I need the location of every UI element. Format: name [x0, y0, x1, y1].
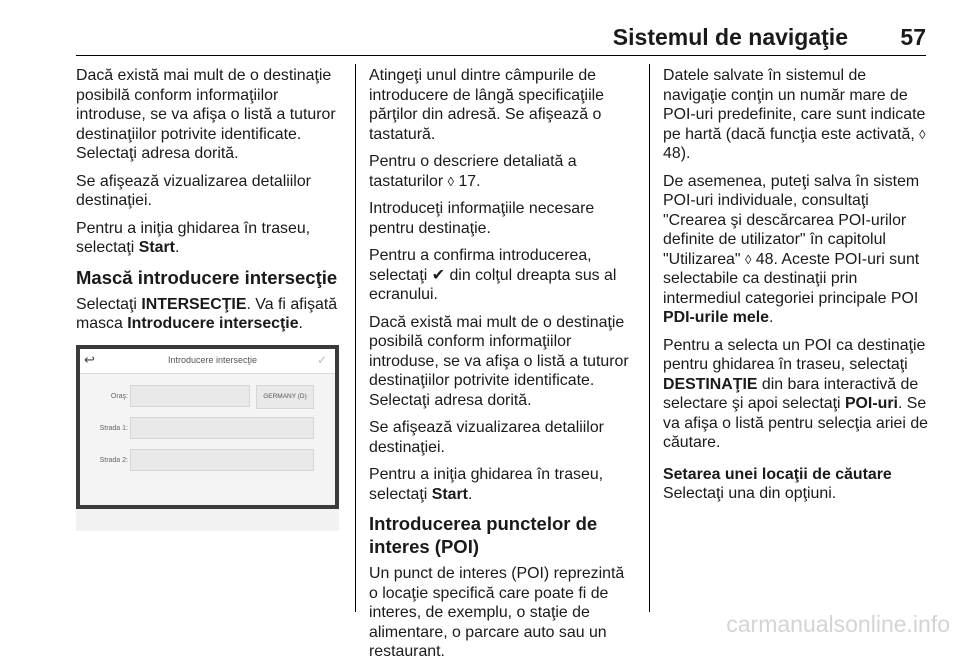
street2-field — [130, 449, 314, 471]
paragraph: Atingeţi unul dintre câmpurile de introducere de lângă specificaţiile părţilor din adresă. Se afişează o tastatură. — [369, 67, 604, 143]
paragraph: Selectaţi una din opţiuni. — [663, 485, 837, 502]
city-field — [130, 385, 250, 407]
checkmark-icon: ✔ — [431, 266, 446, 284]
column-2 — [369, 66, 637, 670]
paragraph: Pentru o descriere detaliată a tastaturilor ◊ 17. — [369, 153, 577, 190]
screenshot-figure — [76, 345, 339, 531]
ref-arrow-icon: ◊ — [919, 126, 926, 142]
screen-title-bar — [80, 349, 335, 374]
subsection-heading: Setarea unei locaţii de căutare — [663, 465, 892, 483]
header-rule — [76, 55, 926, 56]
page-number: 57 — [900, 24, 926, 50]
paragraph: Pentru a iniţia ghidarea în traseu, selectaţi Start. — [76, 219, 311, 256]
paragraph: Selectaţi INTERSECŢIE. Va fi afişată masca Introducere intersecţie. — [76, 295, 338, 332]
section-heading: Mască introducere intersecţie — [76, 266, 338, 288]
display-bezel — [76, 345, 339, 509]
paragraph: Dacă există mai mult de o destinaţie posibilă conform informaţiilor introduse, se va afişa o listă a tuturor destinaţiilor potrivite identificate. Selectaţi adresa dorită. — [76, 67, 336, 162]
screen-title: Introducere intersecţie — [168, 355, 258, 365]
paragraph: Se afişează vizualizarea detaliilor destinaţiei. — [76, 172, 311, 209]
paragraph: Pentru a confirma introducerea, selectaţi ✔ din colţul dreapta sus al ecranului. — [369, 247, 617, 303]
paragraph: Datele salvate în sistemul de navigaţie conţin un număr mare de POI-uri predefinite, care sunt indicate pe hartă (dacă funcţia este activată, ◊ 48). — [663, 67, 926, 162]
ref-arrow-icon: ◊ — [744, 251, 752, 267]
back-icon: ↩ — [84, 352, 95, 367]
street2-label: Strada 2: — [99, 457, 128, 464]
watermark: carmanualsonline.info — [726, 611, 950, 637]
street1-label: Strada 1: — [99, 425, 128, 432]
column-divider-2 — [649, 64, 650, 612]
paragraph: De asemenea, puteţi salva în sistem POI-uri individuale, consultaţi "Crearea şi descărcarea POI-urilor definite de utilizator" în capitolul "Utilizarea" ◊ 48. Aceste POI-uri sunt selectabile ca destinaţii prin intermediul categoriei principale POI PDI-urile mele. — [663, 172, 920, 326]
paragraph: Pentru a iniţia ghidarea în traseu, selectaţi Start. — [369, 466, 604, 503]
column-3 — [663, 66, 933, 512]
paragraph: Pentru a selecta un POI ca destinaţie pentru ghidarea în traseu, selectaţi DESTINAŢIE din bara interactivă de selectare şi apoi selectaţi POI-uri. Se va afişa o listă pentru selecţia ariei de căutare. — [663, 336, 928, 451]
paragraph: Un punct de interes (POI) reprezintă o locaţie specifică care poate fi de interes, de exemplu, o staţie de alimentare, o parcare auto sau un restaurant. — [369, 565, 625, 660]
column-divider-1 — [355, 64, 356, 612]
ref-arrow-icon: ◊ — [447, 173, 455, 189]
paragraph: Introduceţi informaţiile necesare pentru destinaţie. — [369, 200, 595, 237]
section-heading: Introducerea punctelor de interes (POI) — [369, 513, 598, 557]
paragraph: Se afişează vizualizarea detaliilor destinaţiei. — [369, 419, 604, 456]
page-header-title: Sistemul de navigaţie — [612, 24, 848, 50]
street1-field — [130, 417, 314, 439]
country-field: GERMANY (D) — [256, 385, 314, 409]
column-1 — [76, 66, 346, 342]
display-screen — [80, 349, 335, 505]
paragraph: Dacă există mai mult de o destinaţie posibilă conform informaţiilor introduse, se va afişa o listă a tuturor destinaţiilor potrivite identificate. Selectaţi adresa dorită. — [369, 313, 629, 409]
check-icon: ✓ — [316, 353, 327, 367]
city-label: Oraş: — [110, 393, 128, 400]
